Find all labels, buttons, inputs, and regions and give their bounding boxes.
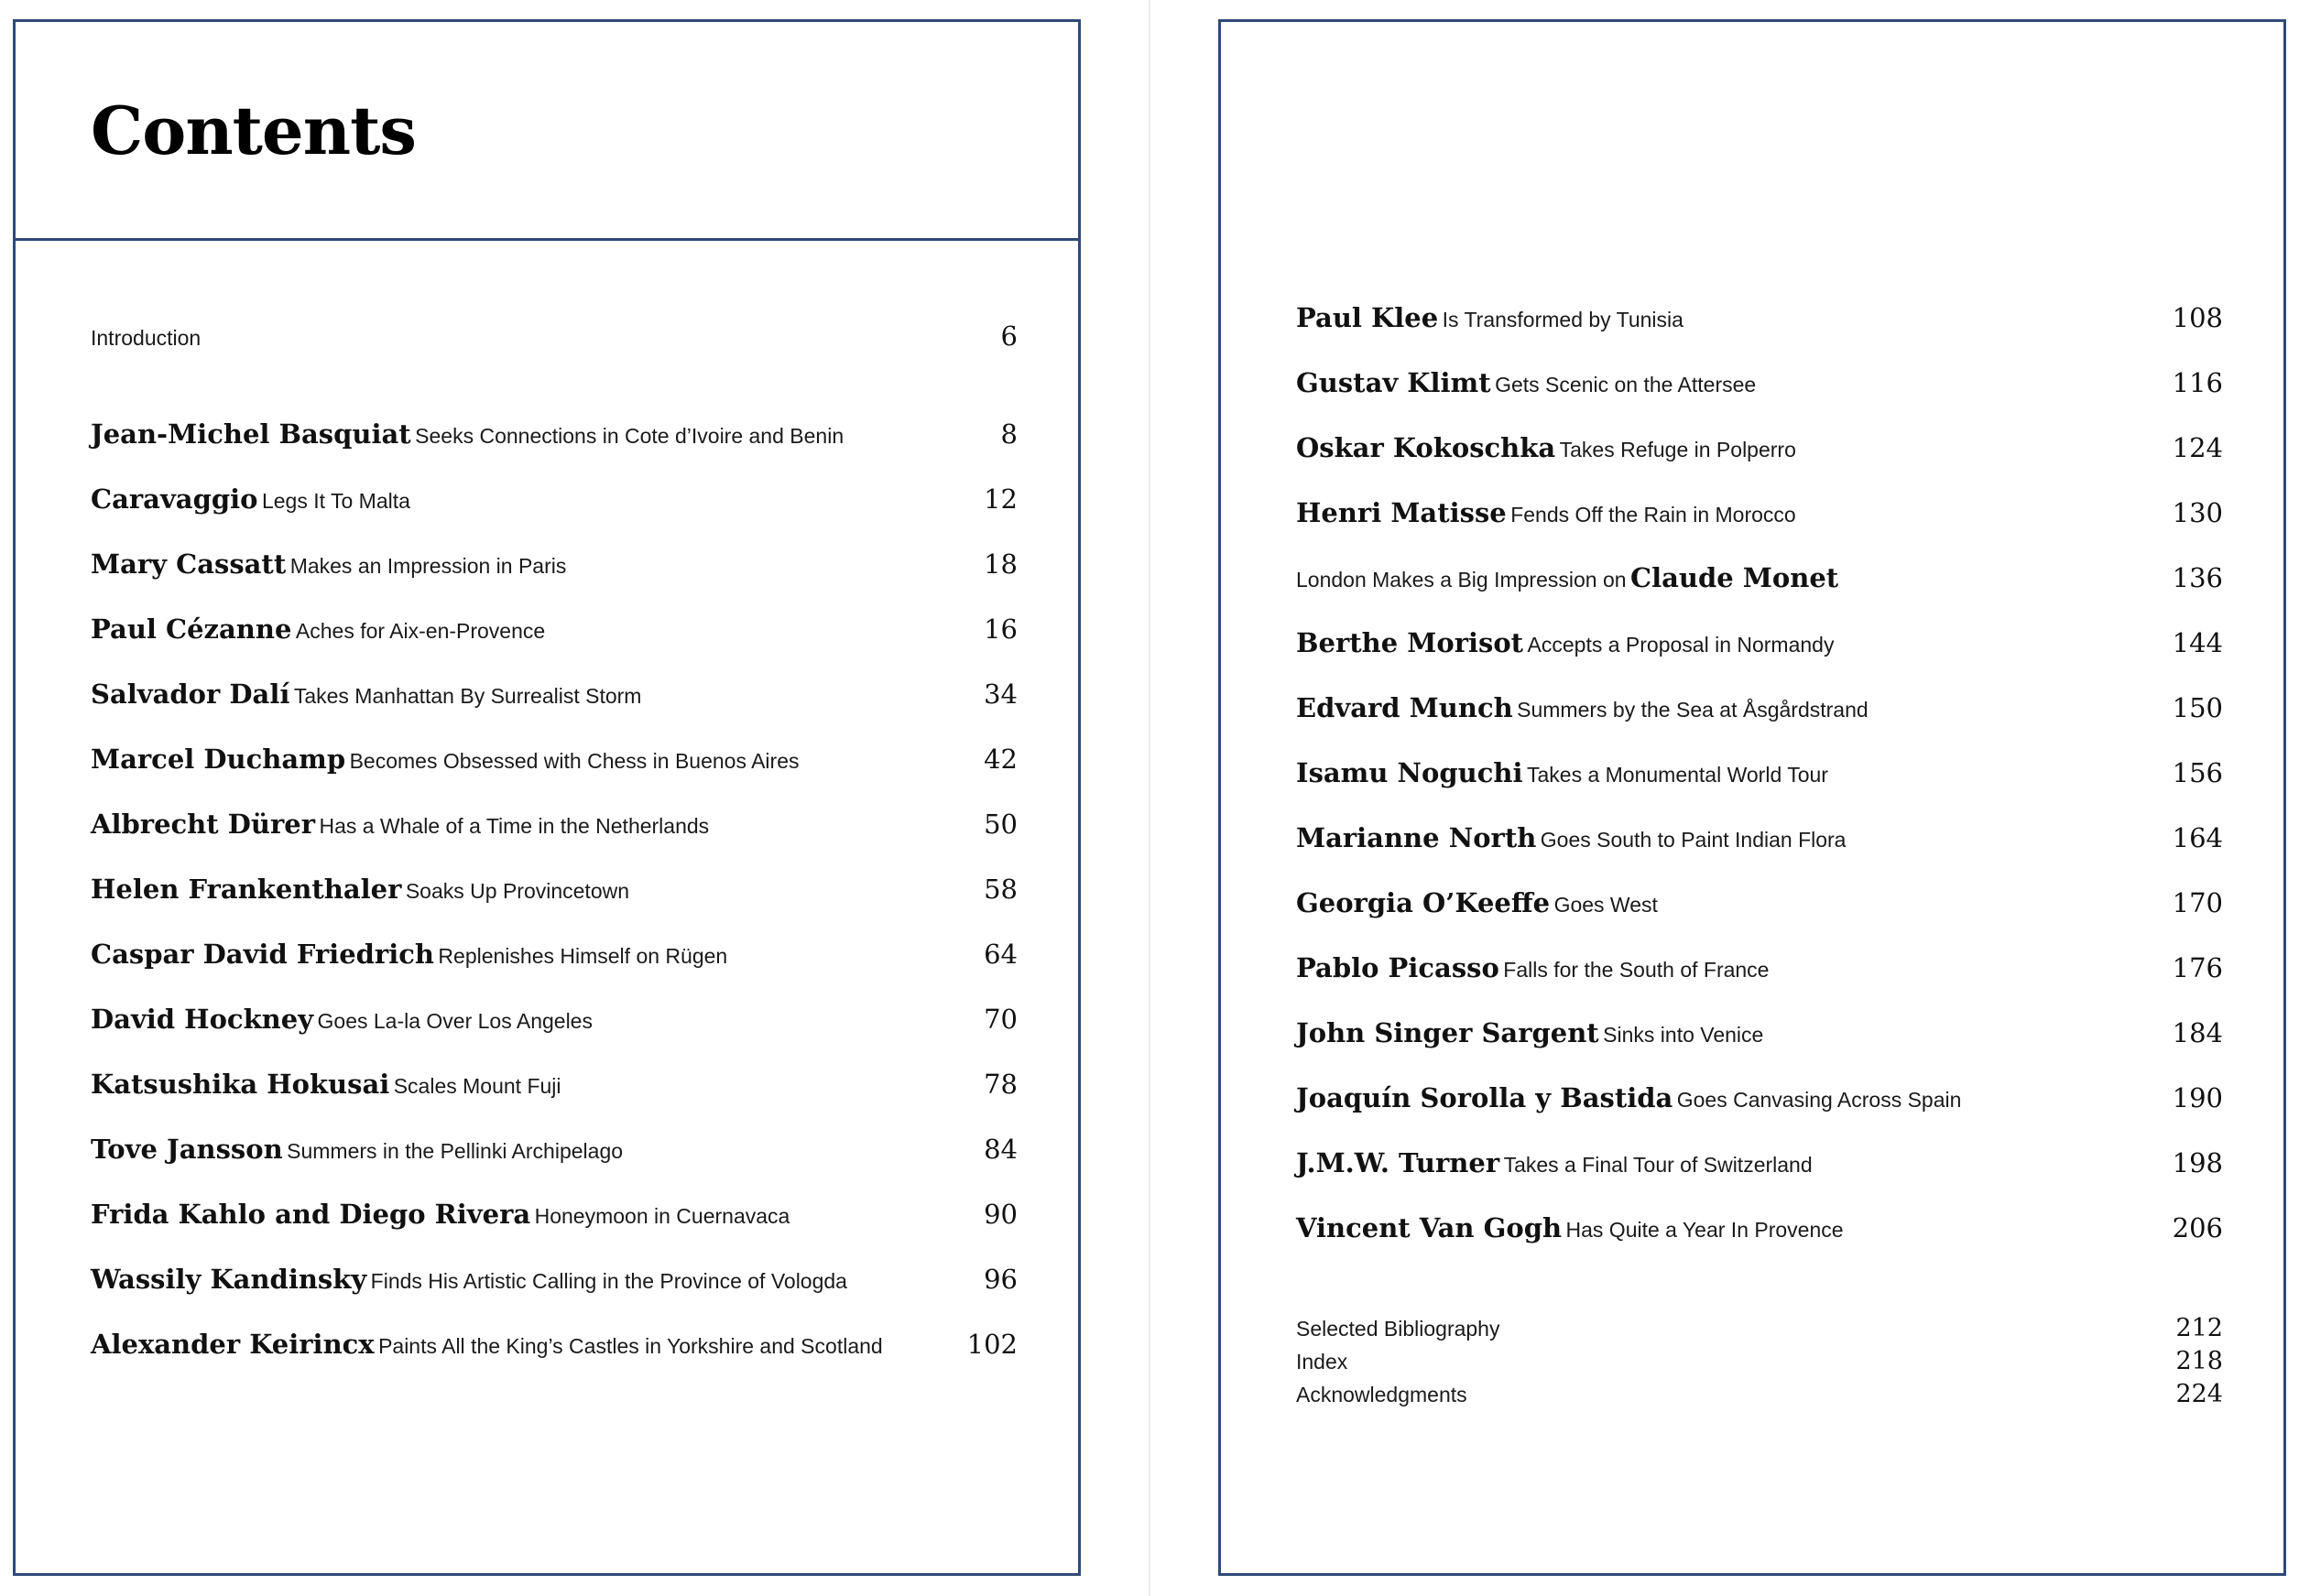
toc-entry-description: Summers by the Sea at Åsgårdstrand (1517, 698, 1869, 722)
toc-row[interactable] (1296, 1017, 2223, 1063)
toc-row[interactable] (1296, 497, 2223, 543)
toc-artist-name: Claude Monet (1630, 562, 1839, 593)
toc-artist-name: Paul Cézanne (91, 613, 292, 645)
toc-entry-description: Goes Canvasing Across Spain (1676, 1088, 1962, 1112)
toc-entry-description: Takes a Monumental World Tour (1526, 763, 1828, 787)
toc-entry-description: Is Transformed by Tunisia (1442, 308, 1683, 331)
toc-artist-name: Tove Jansson (91, 1134, 283, 1165)
toc-entry-text (91, 1264, 847, 1295)
toc-label-introduction: Introduction (91, 326, 202, 350)
toc-row[interactable] (91, 939, 1018, 984)
toc-page-number: 224 (2175, 1380, 2223, 1408)
page-title: Contents (91, 92, 416, 169)
toc-entry-text (91, 548, 566, 580)
toc-entry-description: Scales Mount Fuji (393, 1074, 561, 1098)
toc-row[interactable] (91, 1069, 1018, 1114)
toc-entry-text (91, 679, 641, 710)
toc-row[interactable] (1296, 952, 2223, 998)
toc-artist-name: J.M.W. Turner (1296, 1147, 1500, 1178)
toc-artist-name: Henri Matisse (1296, 497, 1507, 528)
toc-artist-name: Caravaggio (91, 483, 258, 515)
toc-artist-name: John Singer Sargent (1296, 1017, 1599, 1048)
toc-row-introduction[interactable] (91, 320, 1018, 366)
toc-entry-text (1296, 822, 1846, 853)
toc-page-number: 218 (2175, 1347, 2223, 1375)
toc-row[interactable] (1296, 757, 2223, 803)
toc-row[interactable] (91, 1134, 1018, 1179)
toc-entry-description: Paints All the King’s Castles in Yorkshire and Scotland (378, 1334, 883, 1358)
toc-page-number: 136 (2172, 562, 2223, 593)
toc-page-number: 6 (1000, 320, 1018, 352)
toc-entry-text (1296, 367, 1756, 398)
toc-entry-text (1296, 952, 1769, 983)
toc-row[interactable] (91, 548, 1018, 594)
toc-row[interactable] (1296, 887, 2223, 933)
toc-entry-description: Goes West (1553, 893, 1658, 917)
toc-artist-name: Vincent Van Gogh (1296, 1212, 1563, 1243)
toc-entry-text (1296, 562, 1838, 593)
toc-artist-name: Jean-Michel Basquiat (91, 418, 411, 450)
toc-page-number: 58 (984, 874, 1018, 905)
toc-entry-text (1296, 1147, 1813, 1178)
toc-entry-description: Honeymoon in Cuernavaca (534, 1204, 790, 1228)
toc-page-number: 42 (984, 744, 1018, 775)
toc-entry-description: Legs It To Malta (261, 489, 410, 513)
toc-artist-name: Pablo Picasso (1296, 952, 1499, 983)
toc-entry-description: Aches for Aix-en-Provence (295, 619, 546, 643)
toc-entry-prefix: London Makes a Big Impression on (1296, 568, 1627, 592)
toc-row[interactable] (91, 679, 1018, 724)
toc-entry-text (1296, 627, 1834, 658)
toc-entry-description: Becomes Obsessed with Chess in Buenos Aires (349, 749, 800, 773)
toc-entry-description: Goes South to Paint Indian Flora (1540, 828, 1847, 852)
toc-entry-description: Sinks into Venice (1603, 1023, 1764, 1047)
toc-page-number: 176 (2172, 952, 2223, 983)
toc-entry-description: Seeks Connections in Cote d’Ivoire and Benin (415, 424, 844, 448)
toc-entry-description: Replenishes Himself on Rügen (438, 944, 728, 968)
toc-entry-text (91, 1329, 883, 1360)
toc-entry-text (91, 613, 545, 645)
toc-entry-description: Has a Whale of a Time in the Netherlands (319, 814, 710, 838)
toc-page-number: 34 (984, 679, 1018, 710)
toc-row[interactable] (1296, 367, 2223, 413)
toc-artist-name: Alexander Keirincx (91, 1329, 375, 1360)
toc-entry-text (91, 874, 629, 905)
toc-entry-description: Falls for the South of France (1503, 958, 1770, 982)
toc-artist-name: Joaquín Sorolla y Bastida (1296, 1082, 1673, 1113)
toc-artist-name: Marcel Duchamp (91, 744, 346, 775)
toc-row[interactable] (91, 1004, 1018, 1049)
toc-artist-name: Georgia O’Keeffe (1296, 887, 1551, 918)
toc-page-number: 50 (984, 809, 1018, 840)
toc-entry-text (91, 418, 844, 450)
toc-page-number: 12 (984, 483, 1018, 515)
toc-entry-description: Has Quite a Year In Provence (1565, 1218, 1844, 1242)
toc-row[interactable] (1296, 562, 2223, 608)
toc-row[interactable] (1296, 822, 2223, 868)
toc-row[interactable] (1296, 432, 2223, 478)
toc-page-number: 150 (2172, 692, 2223, 723)
toc-row[interactable] (91, 1329, 1018, 1374)
toc-row[interactable] (1296, 1147, 2223, 1193)
toc-row[interactable] (91, 483, 1018, 529)
toc-entry-description: Finds His Artistic Calling in the Province of Vologda (370, 1269, 847, 1293)
toc-entry-text (91, 809, 709, 840)
toc-entry-description: Makes an Impression in Paris (289, 554, 567, 578)
toc-label-index: Index (1296, 1350, 1348, 1373)
toc-artist-name: Gustav Klimt (1296, 367, 1491, 398)
toc-artist-name: Isamu Noguchi (1296, 757, 1523, 788)
toc-page-number: 96 (984, 1264, 1018, 1295)
toc-entry-text (1296, 1212, 1844, 1243)
toc-row[interactable] (91, 613, 1018, 659)
toc-artist-name: Albrecht Dürer (91, 809, 315, 840)
toc-artist-name: Helen Frankenthaler (91, 874, 402, 905)
toc-entry-text (1296, 757, 1828, 788)
toc-entry-text (1296, 1017, 1763, 1048)
toc-page-number: 78 (984, 1069, 1018, 1100)
toc-entry-text (91, 1134, 623, 1165)
toc-entry-text (1296, 432, 1796, 463)
toc-page-number: 70 (984, 1004, 1018, 1035)
toc-page-number: 144 (2172, 627, 2223, 658)
toc-page-number: 108 (2172, 302, 2223, 333)
toc-entry-description: Takes a Final Tour of Switzerland (1503, 1153, 1813, 1177)
toc-row[interactable] (1296, 627, 2223, 673)
toc-entry-text (91, 1199, 790, 1230)
toc-page-number: 206 (2172, 1212, 2223, 1243)
toc-row[interactable] (91, 874, 1018, 919)
toc-entry-description: Goes La-la Over Los Angeles (317, 1009, 593, 1033)
toc-entry-description: Takes Manhattan By Surrealist Storm (293, 684, 642, 708)
toc-entry-description: Takes Refuge in Polperro (1559, 438, 1796, 461)
toc-artist-name: Frida Kahlo and Diego Rivera (91, 1199, 531, 1230)
toc-page-number: 16 (984, 613, 1018, 645)
toc-label-acknowledgments: Acknowledgments (1296, 1383, 1467, 1406)
toc-artist-name: Oskar Kokoschka (1296, 432, 1556, 463)
toc-entry-text (1296, 692, 1869, 723)
toc-page-number: 130 (2172, 497, 2223, 528)
toc-entry-description: Soaks Up Provincetown (405, 879, 630, 903)
right-page (1218, 19, 2286, 1576)
toc-artist-name: Mary Cassatt (91, 548, 287, 580)
toc-row[interactable] (1296, 302, 2223, 348)
toc-entry-text (91, 744, 799, 775)
toc-entry-text (91, 939, 727, 970)
toc-row-acknowledgments[interactable] (1296, 1380, 2223, 1413)
toc-page-number: 212 (2175, 1314, 2223, 1342)
toc-row[interactable] (1296, 1082, 2223, 1128)
toc-row[interactable] (91, 809, 1018, 854)
toc-entry-text (91, 483, 410, 515)
toc-artist-name: Berthe Morisot (1296, 627, 1524, 658)
toc-page-number: 184 (2172, 1017, 2223, 1048)
toc-artist-name: David Hockney (91, 1004, 314, 1035)
toc-page-number: 170 (2172, 887, 2223, 918)
toc-row[interactable] (1296, 1212, 2223, 1258)
title-band (16, 22, 1078, 241)
toc-artist-name: Edvard Munch (1296, 692, 1513, 723)
toc-row[interactable] (91, 744, 1018, 789)
toc-artist-name: Marianne North (1296, 822, 1537, 853)
toc-entry-text (91, 1004, 593, 1035)
toc-entry-description: Summers in the Pellinki Archipelago (287, 1139, 624, 1163)
toc-row[interactable] (91, 1264, 1018, 1309)
spread-fold (1149, 0, 1150, 1596)
toc-page-number: 102 (966, 1329, 1018, 1360)
toc-row-index[interactable] (1296, 1347, 2223, 1380)
toc-row-bibliography[interactable] (1296, 1314, 2223, 1347)
toc-page-number: 90 (984, 1199, 1018, 1230)
toc-page-number: 124 (2172, 432, 2223, 463)
toc-artist-name: Salvador Dalí (91, 679, 290, 710)
toc-page-number: 156 (2172, 757, 2223, 788)
toc-artist-name: Katsushika Hokusai (91, 1069, 390, 1100)
toc-entry-description: Gets Scenic on the Attersee (1495, 373, 1757, 396)
toc-entry-text (1296, 497, 1796, 528)
toc-entry-text (1296, 302, 1683, 333)
toc-entry-description: Fends Off the Rain in Morocco (1510, 503, 1796, 527)
toc-entry-text (1296, 887, 1658, 918)
toc-row[interactable] (91, 1199, 1018, 1244)
toc-page-number: 198 (2172, 1147, 2223, 1178)
toc-label-bibliography: Selected Bibliography (1296, 1317, 1500, 1341)
toc-page-number: 64 (984, 939, 1018, 970)
left-page (13, 19, 1081, 1576)
toc-page-number: 84 (984, 1134, 1018, 1165)
toc-artist-name: Wassily Kandinsky (91, 1264, 367, 1295)
toc-entry-text (91, 1069, 561, 1100)
toc-entry-description: Accepts a Proposal in Normandy (1527, 633, 1835, 657)
toc-page-number: 8 (1000, 418, 1018, 450)
toc-page-number: 18 (984, 548, 1018, 580)
toc-artist-name: Paul Klee (1296, 302, 1439, 333)
toc-page-number: 164 (2172, 822, 2223, 853)
toc-artist-name: Caspar David Friedrich (91, 939, 434, 970)
toc-row[interactable] (91, 418, 1018, 464)
toc-page-number: 190 (2172, 1082, 2223, 1113)
toc-entry-text (1296, 1082, 1961, 1113)
toc-row[interactable] (1296, 692, 2223, 738)
toc-page-number: 116 (2172, 367, 2223, 398)
